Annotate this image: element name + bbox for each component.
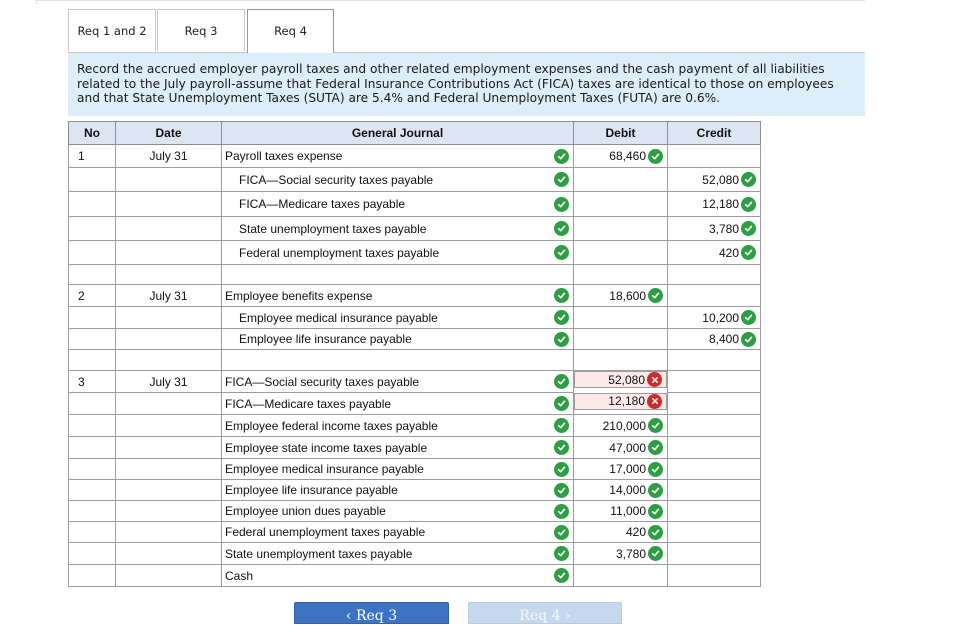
account-check-icon [554, 483, 569, 498]
account-cell[interactable] [222, 241, 574, 265]
credit-cell[interactable] [668, 217, 761, 241]
debit-cell[interactable] [574, 393, 667, 410]
credit-cell[interactable] [668, 459, 761, 480]
account-cell[interactable] [222, 565, 574, 587]
debit-cell[interactable] [574, 565, 668, 587]
entry-number [69, 350, 116, 371]
entry-number [69, 501, 116, 522]
credit-cell[interactable] [668, 543, 761, 565]
table-row [69, 241, 761, 265]
journal-body [69, 145, 761, 587]
account-check-icon [554, 462, 569, 477]
table-row [69, 265, 761, 285]
account-check-icon [554, 245, 569, 260]
account-cell[interactable] [222, 543, 574, 565]
instructions-text: Record the accrued employer payroll taxes and other related employment expenses and the cash payment of all liabilities related to the July payroll-assume that Federal Insurance Contributions Act (FICA) taxes are identical to those on employees and that State Unemployment Taxes (SUTA) are 5.4% and Federal Unemployment Taxes (FUTA) are 0.6%. [77, 62, 834, 106]
account-cell[interactable] [222, 192, 574, 217]
account-cell[interactable] [222, 437, 574, 459]
credit-cell[interactable] [668, 168, 761, 192]
account-check-icon [554, 546, 569, 561]
account-name: Employee life insurance payable [239, 332, 412, 346]
date-cell[interactable] [116, 168, 222, 192]
top-rule [37, 0, 865, 1]
debit-check-icon [648, 149, 663, 164]
credit-cell[interactable] [668, 350, 761, 371]
debit-check-icon [648, 504, 663, 519]
table-row [69, 371, 761, 393]
table-row [69, 145, 761, 168]
entry-number [69, 168, 116, 192]
account-name: Payroll taxes expense [225, 149, 343, 163]
account-cell[interactable] [222, 329, 574, 350]
account-cell[interactable] [222, 285, 574, 307]
debit-cell[interactable] [574, 168, 668, 192]
table-row [69, 437, 761, 459]
date-cell[interactable] [116, 543, 222, 565]
entry-number [69, 459, 116, 480]
account-check-icon [554, 288, 569, 303]
table-row [69, 393, 761, 415]
credit-value: 12,180 [702, 197, 739, 211]
date-cell[interactable] [116, 285, 222, 307]
next-req-button[interactable] [468, 602, 622, 624]
entry-number [69, 522, 116, 543]
credit-value: 10,200 [702, 310, 739, 325]
credit-cell[interactable] [668, 522, 761, 543]
debit-value: 18,600 [609, 288, 646, 303]
debit-cell[interactable] [574, 329, 668, 350]
debit-x-icon [647, 394, 662, 409]
account-cell[interactable] [222, 265, 574, 285]
table-header-row [69, 122, 761, 145]
header-credit: Credit [668, 122, 761, 145]
account-name: Federal unemployment taxes payable [225, 525, 426, 539]
debit-value: 3,780 [615, 546, 646, 561]
debit-check-icon [648, 462, 663, 477]
debit-cell[interactable] [574, 192, 668, 217]
next-req-label: Req 4 [519, 608, 561, 624]
credit-cell[interactable] [668, 371, 761, 393]
debit-value: 14,000 [609, 483, 646, 497]
date-cell[interactable] [116, 415, 222, 437]
credit-check-icon [741, 197, 756, 212]
credit-check-icon [741, 221, 756, 236]
header-debit: Debit [574, 122, 668, 145]
entry-number: 2 [69, 285, 116, 307]
debit-value: 210,000 [602, 418, 646, 433]
account-name: Employee life insurance payable [225, 483, 398, 497]
top-corner [36, 0, 37, 4]
credit-check-icon [741, 332, 756, 347]
table-row [69, 459, 761, 480]
credit-cell[interactable] [668, 480, 761, 501]
date-cell[interactable] [116, 145, 222, 168]
tab-req-3[interactable]: Req 3 [157, 9, 245, 51]
credit-cell[interactable] [668, 241, 761, 265]
entry-number [69, 393, 116, 415]
date-cell[interactable] [116, 459, 222, 480]
account-check-icon [554, 197, 569, 212]
date-cell[interactable] [116, 522, 222, 543]
account-cell[interactable] [222, 350, 574, 371]
account-cell[interactable] [222, 145, 574, 168]
debit-cell[interactable] [574, 217, 668, 241]
debit-x-icon [647, 372, 662, 387]
account-cell[interactable] [222, 168, 574, 192]
credit-value: 3,780 [708, 221, 739, 236]
table-row [69, 415, 761, 437]
header-no: No [69, 122, 116, 145]
debit-cell[interactable] [574, 371, 667, 388]
entry-number: 3 [69, 371, 116, 393]
account-check-icon [554, 374, 569, 389]
header-date: Date [116, 122, 222, 145]
credit-cell[interactable] [668, 192, 761, 217]
credit-cell[interactable] [668, 265, 761, 285]
debit-check-icon [648, 546, 663, 561]
date-value: July 31 [149, 288, 188, 303]
credit-cell[interactable] [668, 145, 761, 168]
account-name: State unemployment taxes payable [225, 546, 413, 561]
entry-number [69, 329, 116, 350]
account-name: FICA—Social security taxes payable [239, 172, 434, 187]
date-cell[interactable] [116, 565, 222, 587]
account-name: Employee medical insurance payable [225, 462, 424, 476]
table-row [69, 522, 761, 543]
table-row [69, 501, 761, 522]
table-row [69, 168, 761, 192]
debit-cell[interactable] [574, 415, 668, 437]
table-row [69, 217, 761, 241]
credit-check-icon [741, 172, 756, 187]
account-name: Employee medical insurance payable [239, 310, 438, 325]
debit-cell[interactable] [574, 241, 668, 265]
entry-number [69, 192, 116, 217]
debit-cell[interactable] [574, 480, 668, 501]
table-row [69, 480, 761, 501]
debit-value: 17,000 [609, 462, 646, 476]
credit-cell[interactable] [668, 393, 761, 415]
debit-check-icon [648, 525, 663, 540]
account-cell[interactable] [222, 217, 574, 241]
account-check-icon [554, 440, 569, 455]
account-name: FICA—Medicare taxes payable [225, 396, 392, 411]
debit-cell[interactable] [574, 437, 668, 459]
credit-value: 8,400 [708, 332, 739, 346]
entry-number [69, 543, 116, 565]
date-cell[interactable] [116, 350, 222, 371]
account-check-icon [554, 504, 569, 519]
table-row [69, 350, 761, 371]
account-name: Employee benefits expense [225, 288, 373, 303]
date-cell[interactable] [116, 241, 222, 265]
table-row [69, 565, 761, 587]
date-cell[interactable] [116, 329, 222, 350]
account-check-icon [554, 310, 569, 325]
account-cell[interactable] [222, 522, 574, 543]
entry-number [69, 480, 116, 501]
instructions-panel [68, 53, 865, 116]
account-cell[interactable] [222, 307, 574, 329]
table-row [69, 543, 761, 565]
entry-number [69, 265, 116, 285]
account-name: Employee state income taxes payable [225, 440, 428, 455]
debit-value: 52,080 [608, 372, 645, 387]
credit-cell[interactable] [668, 415, 761, 437]
account-cell[interactable] [222, 501, 574, 522]
debit-check-icon [648, 483, 663, 498]
debit-value: 11,000 [610, 504, 646, 518]
credit-cell[interactable] [668, 329, 761, 350]
date-value: July 31 [149, 149, 188, 163]
account-cell[interactable] [222, 393, 574, 415]
debit-cell[interactable] [574, 522, 668, 543]
table-row [69, 329, 761, 350]
account-cell[interactable] [222, 459, 574, 480]
tab-req-4[interactable]: Req 4 [247, 9, 334, 53]
table-row [69, 192, 761, 217]
tab-req-1-and-2[interactable]: Req 1 and 2 [68, 9, 156, 51]
account-name: Employee federal income taxes payable [225, 418, 438, 433]
date-cell[interactable] [116, 265, 222, 285]
account-name: Federal unemployment taxes payable [239, 245, 440, 260]
credit-cell[interactable] [668, 501, 761, 522]
debit-cell[interactable] [574, 285, 668, 307]
debit-check-icon [648, 418, 663, 433]
header-general-journal: General Journal [222, 122, 574, 145]
debit-cell[interactable] [574, 543, 668, 565]
account-cell[interactable] [222, 371, 574, 393]
debit-value: 420 [625, 525, 646, 539]
entry-number [69, 565, 116, 587]
account-cell[interactable] [222, 480, 574, 501]
date-cell[interactable] [116, 192, 222, 217]
date-cell[interactable] [116, 307, 222, 329]
debit-check-icon [648, 440, 663, 455]
account-check-icon [554, 418, 569, 433]
prev-req-label: Req 3 [355, 608, 398, 624]
general-journal-table [68, 121, 761, 587]
debit-cell[interactable] [574, 265, 668, 285]
entry-number [69, 307, 116, 329]
entry-number [69, 437, 116, 459]
account-check-icon [554, 568, 569, 583]
account-name: Cash [225, 568, 254, 583]
debit-value: 68,460 [609, 149, 646, 163]
account-check-icon [554, 149, 569, 164]
entry-number [69, 415, 116, 437]
account-name: Employee union dues payable [225, 504, 386, 518]
date-cell[interactable] [116, 437, 222, 459]
chevron-left-icon: ‹ [345, 608, 352, 624]
date-cell[interactable] [116, 393, 222, 415]
table-row [69, 285, 761, 307]
date-cell[interactable] [116, 371, 222, 393]
date-cell[interactable] [116, 501, 222, 522]
debit-check-icon [648, 288, 663, 303]
debit-value: 12,180 [608, 394, 645, 408]
chevron-right-icon: › [565, 608, 571, 624]
debit-cell[interactable] [574, 307, 668, 329]
account-cell[interactable] [222, 415, 574, 437]
date-cell[interactable] [116, 480, 222, 501]
credit-cell[interactable] [668, 437, 761, 459]
account-name: State unemployment taxes payable [239, 221, 427, 236]
date-cell[interactable] [116, 217, 222, 241]
entry-number [69, 217, 116, 241]
credit-cell[interactable] [668, 565, 761, 587]
entry-number [69, 241, 116, 265]
requirement-tabs [68, 9, 864, 53]
credit-check-icon [741, 245, 756, 260]
account-name: FICA—Medicare taxes payable [239, 197, 406, 211]
debit-cell[interactable] [574, 350, 668, 371]
debit-cell[interactable] [574, 145, 668, 168]
table-row [69, 307, 761, 329]
debit-cell[interactable] [574, 501, 668, 522]
account-check-icon [554, 332, 569, 347]
credit-value: 420 [718, 245, 739, 260]
prev-req-button[interactable] [294, 602, 449, 624]
entry-number: 1 [69, 145, 116, 168]
account-check-icon [554, 221, 569, 236]
credit-check-icon [741, 310, 756, 325]
credit-cell[interactable] [668, 307, 761, 329]
date-value: July 31 [149, 374, 188, 389]
account-name: FICA—Social security taxes payable [225, 374, 420, 389]
debit-cell[interactable] [574, 459, 668, 480]
account-check-icon [554, 172, 569, 187]
credit-cell[interactable] [668, 285, 761, 307]
credit-value: 52,080 [702, 172, 739, 187]
account-check-icon [554, 396, 569, 411]
debit-value: 47,000 [609, 440, 646, 455]
account-check-icon [554, 525, 569, 540]
